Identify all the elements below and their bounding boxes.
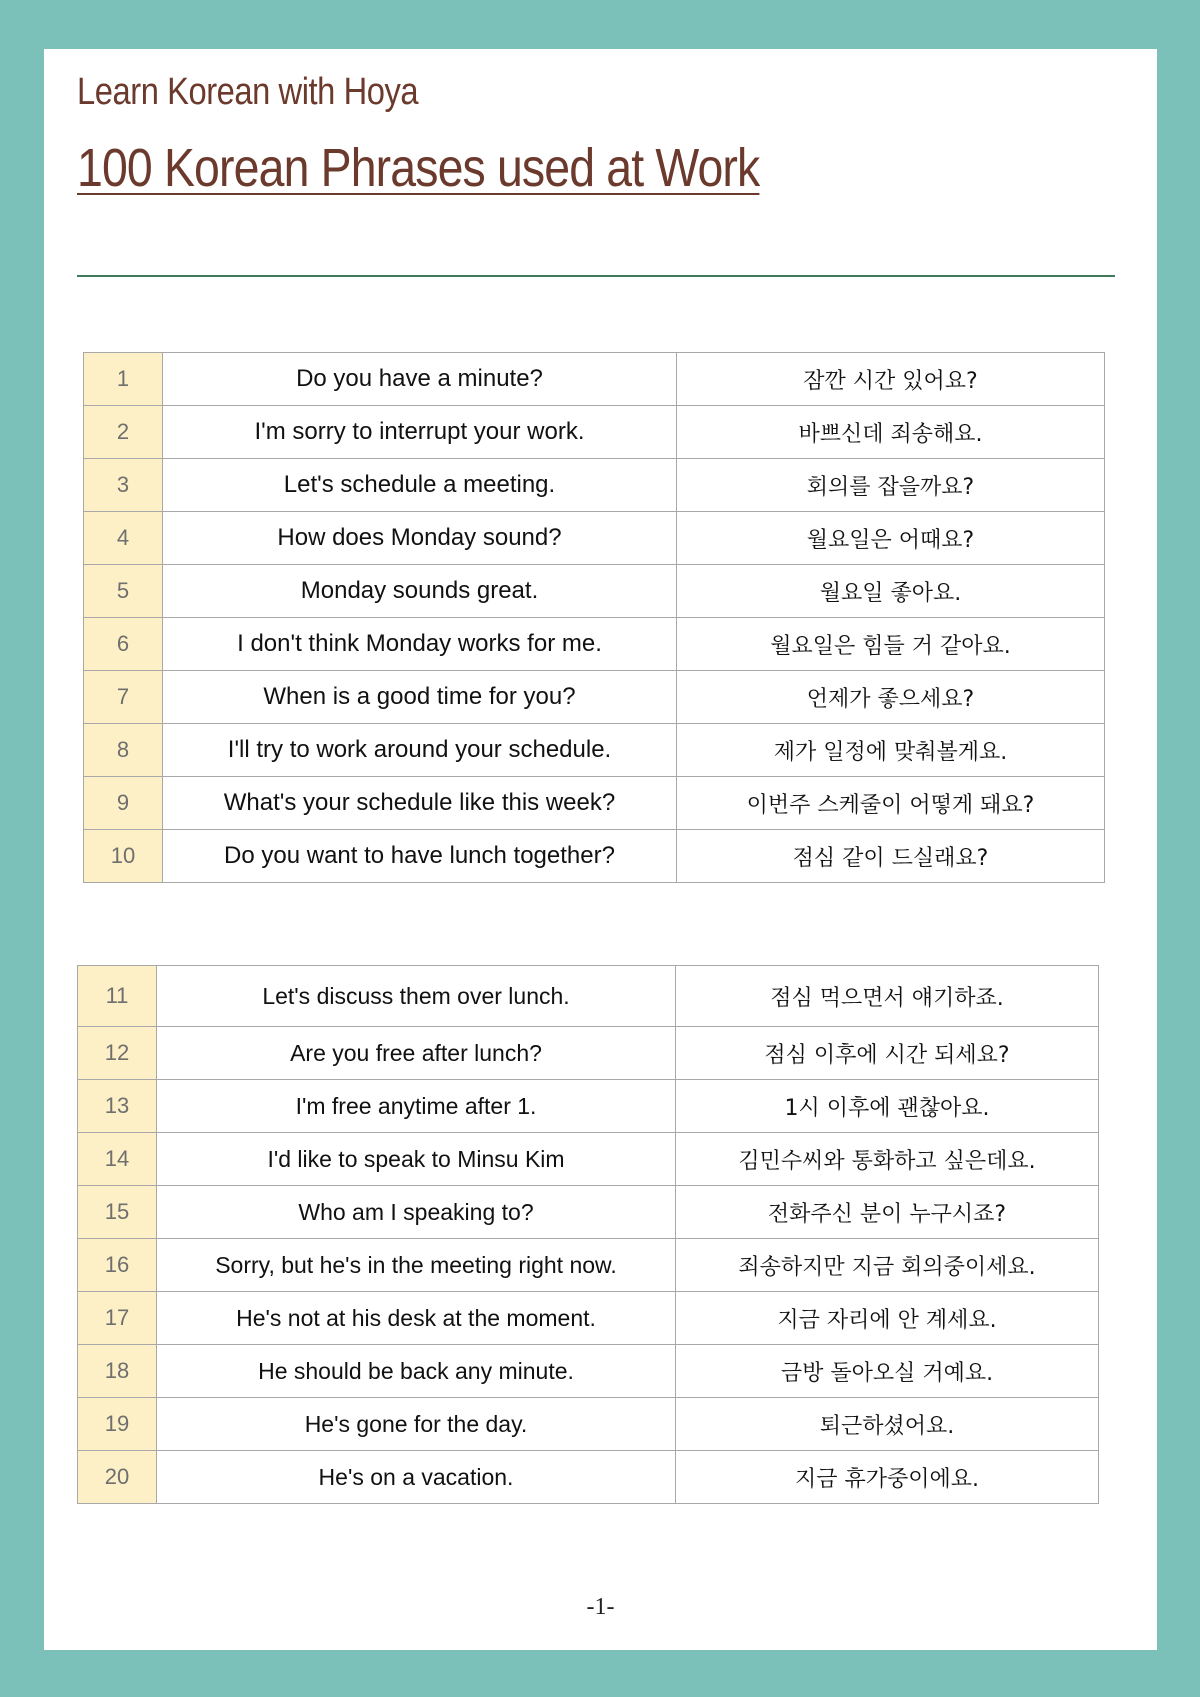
row-number: 4 — [84, 512, 163, 565]
table-row — [84, 406, 1105, 459]
korean-phrase: 바쁘신데 죄송해요. — [677, 406, 1105, 459]
korean-phrase: 지금 자리에 안 계세요. — [676, 1292, 1099, 1345]
header-divider — [77, 275, 1115, 277]
english-phrase: He's not at his desk at the moment. — [157, 1292, 676, 1345]
english-phrase: I'm free anytime after 1. — [157, 1080, 676, 1133]
row-number: 15 — [78, 1186, 157, 1239]
row-number: 9 — [84, 777, 163, 830]
row-number: 5 — [84, 565, 163, 618]
english-phrase: What's your schedule like this week? — [163, 777, 677, 830]
korean-phrase: 지금 휴가중이에요. — [676, 1451, 1099, 1504]
korean-phrase: 전화주신 분이 누구시죠? — [676, 1186, 1099, 1239]
english-phrase: Let's discuss them over lunch. — [157, 966, 676, 1027]
row-number: 19 — [78, 1398, 157, 1451]
document-page — [44, 49, 1157, 1650]
table-row — [78, 1027, 1099, 1080]
korean-phrase: 점심 이후에 시간 되세요? — [676, 1027, 1099, 1080]
row-number: 11 — [78, 966, 157, 1027]
table-row — [78, 1239, 1099, 1292]
korean-phrase: 월요일은 힘들 거 같아요. — [677, 618, 1105, 671]
english-phrase: Monday sounds great. — [163, 565, 677, 618]
english-phrase: Who am I speaking to? — [157, 1186, 676, 1239]
row-number: 20 — [78, 1451, 157, 1504]
table-row — [78, 1186, 1099, 1239]
row-number: 10 — [84, 830, 163, 883]
row-number: 12 — [78, 1027, 157, 1080]
row-number: 14 — [78, 1133, 157, 1186]
table-row — [78, 1080, 1099, 1133]
row-number: 18 — [78, 1345, 157, 1398]
english-phrase: He's on a vacation. — [157, 1451, 676, 1504]
korean-phrase: 금방 돌아오실 거예요. — [676, 1345, 1099, 1398]
table-row — [84, 459, 1105, 512]
table-row — [84, 565, 1105, 618]
korean-phrase: 제가 일정에 맞춰볼게요. — [677, 724, 1105, 777]
english-phrase: How does Monday sound? — [163, 512, 677, 565]
english-phrase: Sorry, but he's in the meeting right now. — [157, 1239, 676, 1292]
table-row — [78, 966, 1099, 1027]
english-phrase: I'll try to work around your schedule. — [163, 724, 677, 777]
korean-phrase: 죄송하지만 지금 회의중이세요. — [676, 1239, 1099, 1292]
row-number: 17 — [78, 1292, 157, 1345]
korean-phrase: 언제가 좋으세요? — [677, 671, 1105, 724]
korean-phrase: 김민수씨와 통화하고 싶은데요. — [676, 1133, 1099, 1186]
korean-phrase: 퇴근하셨어요. — [676, 1398, 1099, 1451]
english-phrase: I don't think Monday works for me. — [163, 618, 677, 671]
phrase-table-1 — [83, 352, 1105, 883]
row-number: 13 — [78, 1080, 157, 1133]
korean-phrase: 1시 이후에 괜찮아요. — [676, 1080, 1099, 1133]
table-row — [84, 724, 1105, 777]
english-phrase: I'm sorry to interrupt your work. — [163, 406, 677, 459]
english-phrase: He's gone for the day. — [157, 1398, 676, 1451]
korean-phrase: 잠깐 시간 있어요? — [677, 353, 1105, 406]
table-row — [78, 1133, 1099, 1186]
table-row — [78, 1398, 1099, 1451]
phrase-table-2 — [77, 965, 1099, 1504]
english-phrase: He should be back any minute. — [157, 1345, 676, 1398]
table-row — [84, 830, 1105, 883]
english-phrase: When is a good time for you? — [163, 671, 677, 724]
document-title: 100 Korean Phrases used at Work — [77, 138, 760, 198]
table-row — [84, 512, 1105, 565]
document-subtitle: Learn Korean with Hoya — [77, 71, 419, 113]
table-row — [84, 618, 1105, 671]
english-phrase: Do you want to have lunch together? — [163, 830, 677, 883]
table-row — [84, 353, 1105, 406]
english-phrase: Do you have a minute? — [163, 353, 677, 406]
korean-phrase: 회의를 잡을까요? — [677, 459, 1105, 512]
korean-phrase: 점심 먹으면서 얘기하죠. — [676, 966, 1099, 1027]
table-row — [78, 1292, 1099, 1345]
row-number: 8 — [84, 724, 163, 777]
row-number: 16 — [78, 1239, 157, 1292]
korean-phrase: 점심 같이 드실래요? — [677, 830, 1105, 883]
korean-phrase: 이번주 스케줄이 어떻게 돼요? — [677, 777, 1105, 830]
table-row — [84, 671, 1105, 724]
korean-phrase: 월요일 좋아요. — [677, 565, 1105, 618]
english-phrase: Let's schedule a meeting. — [163, 459, 677, 512]
korean-phrase: 월요일은 어때요? — [677, 512, 1105, 565]
row-number: 6 — [84, 618, 163, 671]
table-row — [84, 777, 1105, 830]
row-number: 7 — [84, 671, 163, 724]
table-row — [78, 1345, 1099, 1398]
row-number: 1 — [84, 353, 163, 406]
table-row — [78, 1451, 1099, 1504]
english-phrase: Are you free after lunch? — [157, 1027, 676, 1080]
english-phrase: I'd like to speak to Minsu Kim — [157, 1133, 676, 1186]
page-number: -1- — [586, 1594, 615, 1620]
row-number: 3 — [84, 459, 163, 512]
row-number: 2 — [84, 406, 163, 459]
